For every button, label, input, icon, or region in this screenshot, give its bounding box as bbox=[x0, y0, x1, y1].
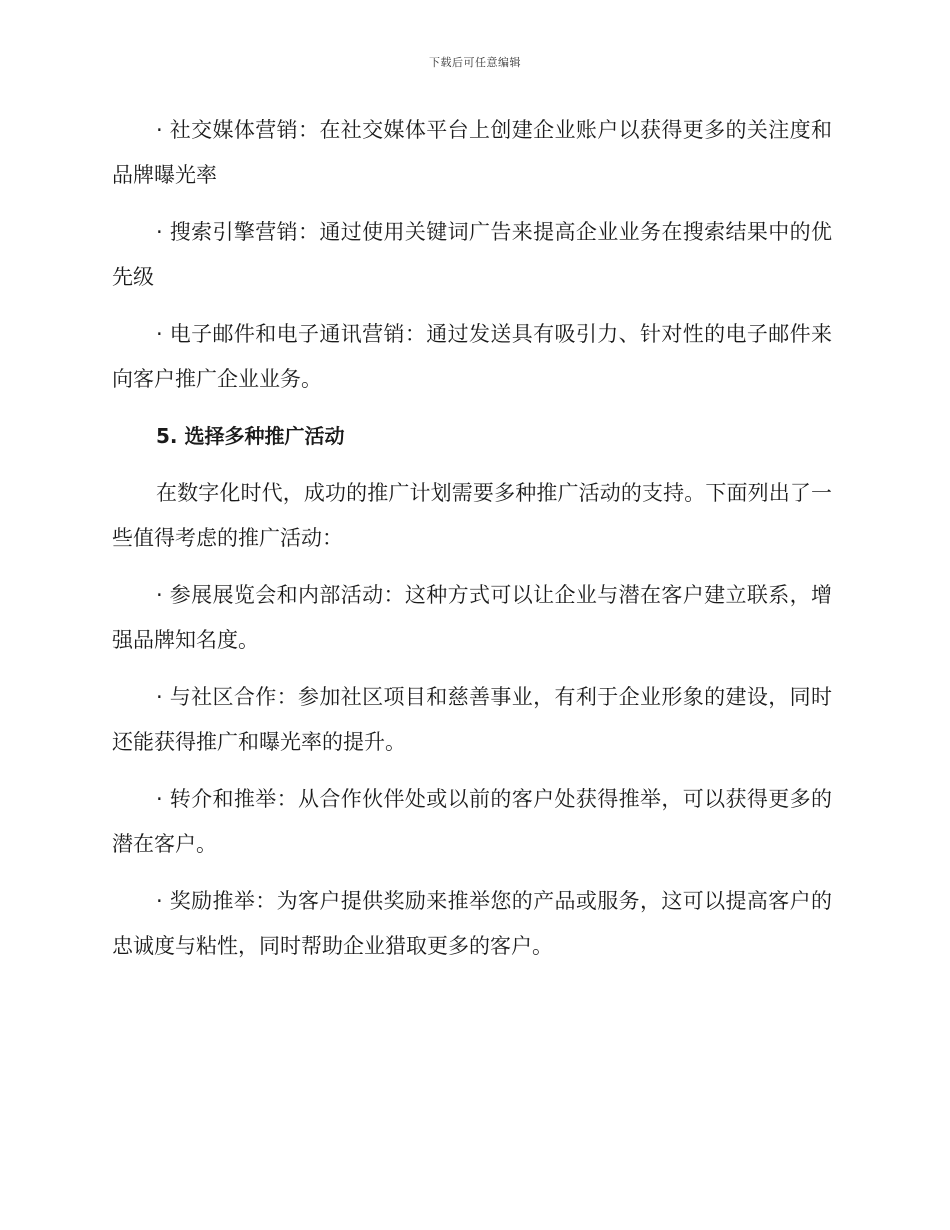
paragraph-search-engine-marketing: · 搜索引擎营销：通过使用关键词广告来提高企业业务在搜索结果中的优先级 bbox=[112, 220, 832, 289]
paragraph-social-media-marketing: · 社交媒体营销：在社交媒体平台上创建企业账户以获得更多的关注度和品牌曝光率 bbox=[112, 118, 832, 187]
paragraph-intro-activities: 在数字化时代，成功的推广计划需要多种推广活动的支持。下面列出了一些值得考虑的推广活动： bbox=[112, 481, 832, 550]
paragraph-community-cooperation: · 与社区合作：参加社区项目和慈善事业，有利于企业形象的建设，同时还能获得推广和曝光率的提升。 bbox=[112, 685, 832, 754]
paragraph-email-marketing: · 电子邮件和电子通讯营销：通过发送具有吸引力、针对性的电子邮件来向客户推广企业业务。 bbox=[112, 322, 832, 391]
page-header: 下载后可任意编辑 bbox=[429, 56, 521, 69]
paragraph-referrals: · 转介和推举：从合作伙伴处或以前的客户处获得推举，可以获得更多的潜在客户。 bbox=[112, 787, 832, 856]
document-body bbox=[112, 108, 832, 981]
section-heading: 5. 选择多种推广活动 bbox=[156, 424, 345, 448]
paragraph-referral-rewards: · 奖励推举：为客户提供奖励来推举您的产品或服务，这可以提高客户的忠诚度与粘性，同时帮助企业猎取更多的客户。 bbox=[112, 889, 832, 958]
paragraph-exhibitions: · 参展展览会和内部活动：这种方式可以让企业与潜在客户建立联系，增强品牌知名度。 bbox=[112, 583, 832, 652]
